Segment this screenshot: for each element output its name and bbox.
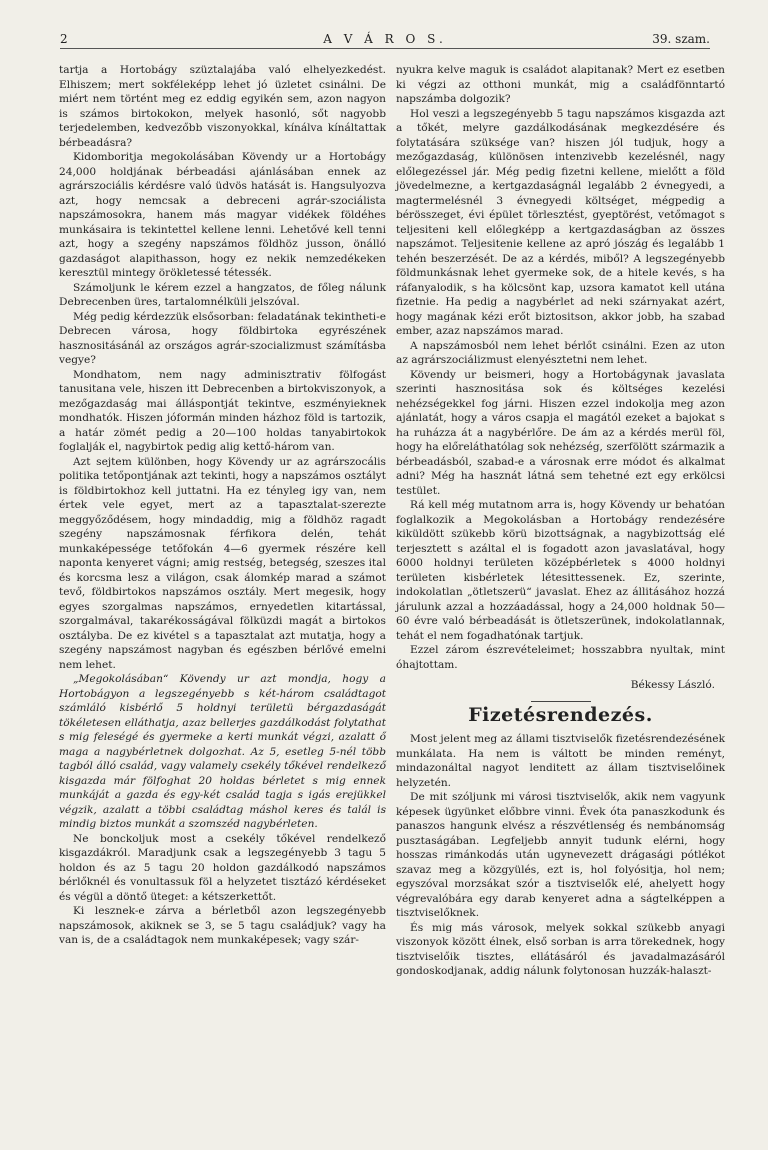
- paragraph: Számoljunk le kérem ezzel a hangzatos, de főleg nálunk Debrecenben üres, tartalomnélküli jelszóval.: [59, 281, 386, 308]
- paragraph: tartja a Hortobágy szüztalajába való elhelyezkedést. Elhiszem; mert sokféleképp lehet jó üzletet csinálni. De miért nem történt meg ez eddig egyikén sem, azon nagyon is számos birtokokon, melyek hasonló, sőt nagyobb terjedelemben, kedvezőbb viszonyokkal, kínálva kínáltattak bérbeadásra?: [59, 64, 386, 149]
- paragraph: Hol veszi a legszegényebb 5 tagu napszámos kisgazda azt a tőkét, melyre gazdálkodásának megkezdésére és folytatására szüksége van? hiszen jól tudjuk, hogy a mezőgazdaság, különösen intenzivebb kezelésnél, nagy előlegezéssel jár. Még pedig fizetni kellene, mielőtt a föld jövedelmezne, a kertgazdaságnál legalább 2 évnegyedi, a magtermelésnél 3 évnegyedi költséget, mégpedig a bérösszeget, évi épület törlesztést, gyeptörést, vetőmagot s teljesiteni kell előlegképp a kertgazdaságban az összes napszámot. Teljesitenie kellene az apró jószág és legalább 1 tehén beszerzését. De az a kérdés, miből? A legszegényebb földmunkásnak lehet gyermeke sok, de a hitele kevés, s ha ráfanyalodik, s ha kölcsönt kap, uzsora kamatot kell utána fizetnie. Ha pedig a nagybérlet ad neki szárnyakat azért, hogy magának kézi erőt biztositson, akkor jobb, ha szabad ember, azaz napszámos marad.: [396, 107, 725, 337]
- paragraph: Most jelent meg az állami tisztviselők fizetésrendezésének munkálata. Ha nem is váltott be minden reményt, mindazonáltal nagyot lenditett az állam tisztviselőinek helyzetén.: [396, 733, 725, 789]
- section-title: Fizetésrendezés.: [468, 703, 653, 726]
- paragraph: Ne bonckoljuk most a csekély tőkével rendelkező kisgazdákról. Maradjunk csak a legszegényebb 3 tagu 5 holdon és az 5 tagu 20 holdon gazdálkodó napszámos bérlőknél és vonultassuk föl a helyzetet tisztázó kérdéseket és végül a döntő üteget: a kétszerkettőt.: [59, 832, 386, 903]
- author-signature: Békessy László.: [630, 679, 715, 691]
- right-column: [396, 63, 725, 979]
- page-header: [60, 30, 710, 49]
- divider: [531, 701, 591, 702]
- paragraph: Kövendy ur beismeri, hogy a Hortobágynak javaslata szerinti hasznositása sok és költséges kezelési nehézségekkel fog járni. Hiszen ezzel indokolja meg azon ajánlatát, hogy a város csapja el magától ezeket a bajokat s ha ruházza át a nagybérlőre. De ám az a kérdés merül föl, hogy ha előreláthatólag sok nehézség, szerfölött származik a bérbeadásból, szabad-e a városnak erre módot és alkalmat adni? Még ha hasznát látná sem tehetné ezt egy erkölcsi testület.: [396, 368, 725, 497]
- paragraph: De mit szóljunk mi városi tisztviselők, akik nem vagyunk képesek ügyünket előbbre vinni. Évek óta panaszkodunk és panaszos hangunk elvész a részvétlenség és nembánomság pusztaságában. Legfeljebb annyit tudunk elérni, hogy hosszas rimánkodás után ugynevezett drágasági pótlékot szavaz meg a közgyülés, ezt is, hol folyósitja, hol nem; egyszóval morzsákat szór a tisztviselők elé, ahelyett hogy végrevalóbára egy darab kenyeret adna a ságtelképpen a tisztviselőknek.: [396, 791, 725, 919]
- paragraph: Ki lesznek-e zárva a bérletből azon legszegényebb napszámosok, akiknek se 3, se 5 tagu családjuk? vagy ha van is, de a családtagok nem munkaképesek; vagy szár-: [59, 905, 386, 946]
- left-column: [59, 63, 386, 948]
- newspaper-title: A V Á R O S.: [323, 32, 447, 46]
- quoted-paragraph: „Megokolásában“ Kövendy ur azt mondja, hogy a Hortobágyon a legszegényebb s két-három családtagot számláló kisbérlő 5 holdnyi területü bérgazdaságát tökéletesen elláthatja, azaz bellerjes gazdálkodást folytathat s mig feleségé és gyermeke a kerti munkát végzi, azalatt ő maga a nagybérletnek dolgozhat. Az 5, esetleg 5-nél több tagból álló család, vagy valamely csekély tőkével rendelkező kisgazda már fölfoghat 20 holdas bérletet s mig ennek munkáját a gazda és egy-két család tagja s igás erejükkel végzik, azalatt a többi családtag máshol keres és talál is mindig biztos munkát a szomszéd nagybérleten.: [59, 673, 386, 830]
- paragraph: Mondhatom, nem nagy adminisztrativ fölfogást tanusitana vele, hiszen itt Debrecenben a birtokviszonyok, a mezőgazdaság mai álláspontját tekintve, eszményieknek mondhatók. Hiszen jóformán minden házhoz föld is tartozik, a határ zömét pedig a 20—100 holdas tanyabirtokok foglalják el, nagybirtok pedig alig kettő-három van.: [59, 368, 386, 453]
- paragraph: Rá kell még mutatnom arra is, hogy Kövendy ur behatóan foglalkozik a Megokolásban a Hortobágy rendezésére kiküldött szükebb körü bizottságnak, a nagybizottság elé terjesztett s azáltal el is fogadott azon javaslatával, hogy 6000 holdnyi területen középbérletek s 4000 holdnyi területen kisbérletek létesittessenek. Ez, szerinte, indokolatlan „ötletszerü“ javaslat. Ehez az állitásához hozzá járulunk azzal a hozzáadással, hogy a 24,000 holdnak 50—60 évre való bérbeadását is ötletszerünek, indokolatlannak, tehát el nem fogadhatónak tartjuk.: [396, 499, 725, 642]
- issue-number: 39. szam.: [652, 32, 710, 46]
- paragraph: A napszámosból nem lehet bérlőt csinálni. Ezen az uton az agrárszociálizmust elenyésztetni nem lehet.: [396, 339, 725, 366]
- paragraph: Ezzel zárom észrevételeimet; hosszabbra nyultak, mint óhajtottam.: [396, 644, 725, 671]
- paragraph: És mig más városok, melyek sokkal szükebb anyagi viszonyok között élnek, első sorban is arra törekednek, hogy tisztviselőik tisztes, ellátásáról és javadalmazásáról gondoskodjanak, addig nálunk folytonosan huzzák-halaszt-: [396, 921, 725, 977]
- paragraph: Még pedig kérdezzük elsősorban: feladatának tekintheti-e Debrecen városa, hogy földbirtoka egyrészének hasznositásánál az országos agrár-szocializmust számításba vegye?: [59, 310, 386, 366]
- page-number: 2: [60, 32, 68, 46]
- paragraph: nyukra kelve maguk is családot alapitanak? Mert ez esetben ki végzi az otthoni munkát, mig a családfönntartó napszámba dolgozik?: [396, 64, 725, 105]
- paragraph: Azt sejtem különben, hogy Kövendy ur az agrárszocális politika tetőpontjának azt tekinti, hogy a napszámos osztályt is földbirtokhoz kell juttatni. Ha ez tényleg igy van, nem értek vele egyet, mert az a tapasztalat-szerezte meggyőződésem, hogy mindaddig, mig a földhöz ragadt szegény napszámosnak férfikora delén, tehát munkaképessége tetőfokán 4—6 gyermek részére kell naponta kenyeret vágni; amig restség, betegség, szeszes ital és korcsma lesz a világon, csak álomkép marad a számot tevő, földbirtokos napszámos osztály. Mert megesik, hogy egyes szorgalmas napszámos, ernyedetlen kitartással, szorgalmával, takarékosságával fölküzdi magát a birtokos osztályba. De ez kivétel s a tapasztalat azt mutatja, hogy a szegény napszámost nagyban és egészben bérlővé emelni nem lehet.: [59, 455, 386, 671]
- paragraph: Kidomboritja megokolásában Kövendy ur a Hortobágy 24,000 holdjának bérbeadási ajánlásában ennek az agrárszociális kérdésre való üdvös hatását is. Hangsulyozva azt, hogy nemcsak a debreceni agrár-szociálista napszámosokra, hanem más magyar vidékek földéhes munkásaira is tekintettel kellene lenni. Lehetővé kell tenni azt, hogy a szegény napszámos földhöz jusson, önálló gazdaságot alapithasson, hogy ez nekik nemzedékeken keresztül mintegy örökletessé tétessék.: [59, 151, 386, 279]
